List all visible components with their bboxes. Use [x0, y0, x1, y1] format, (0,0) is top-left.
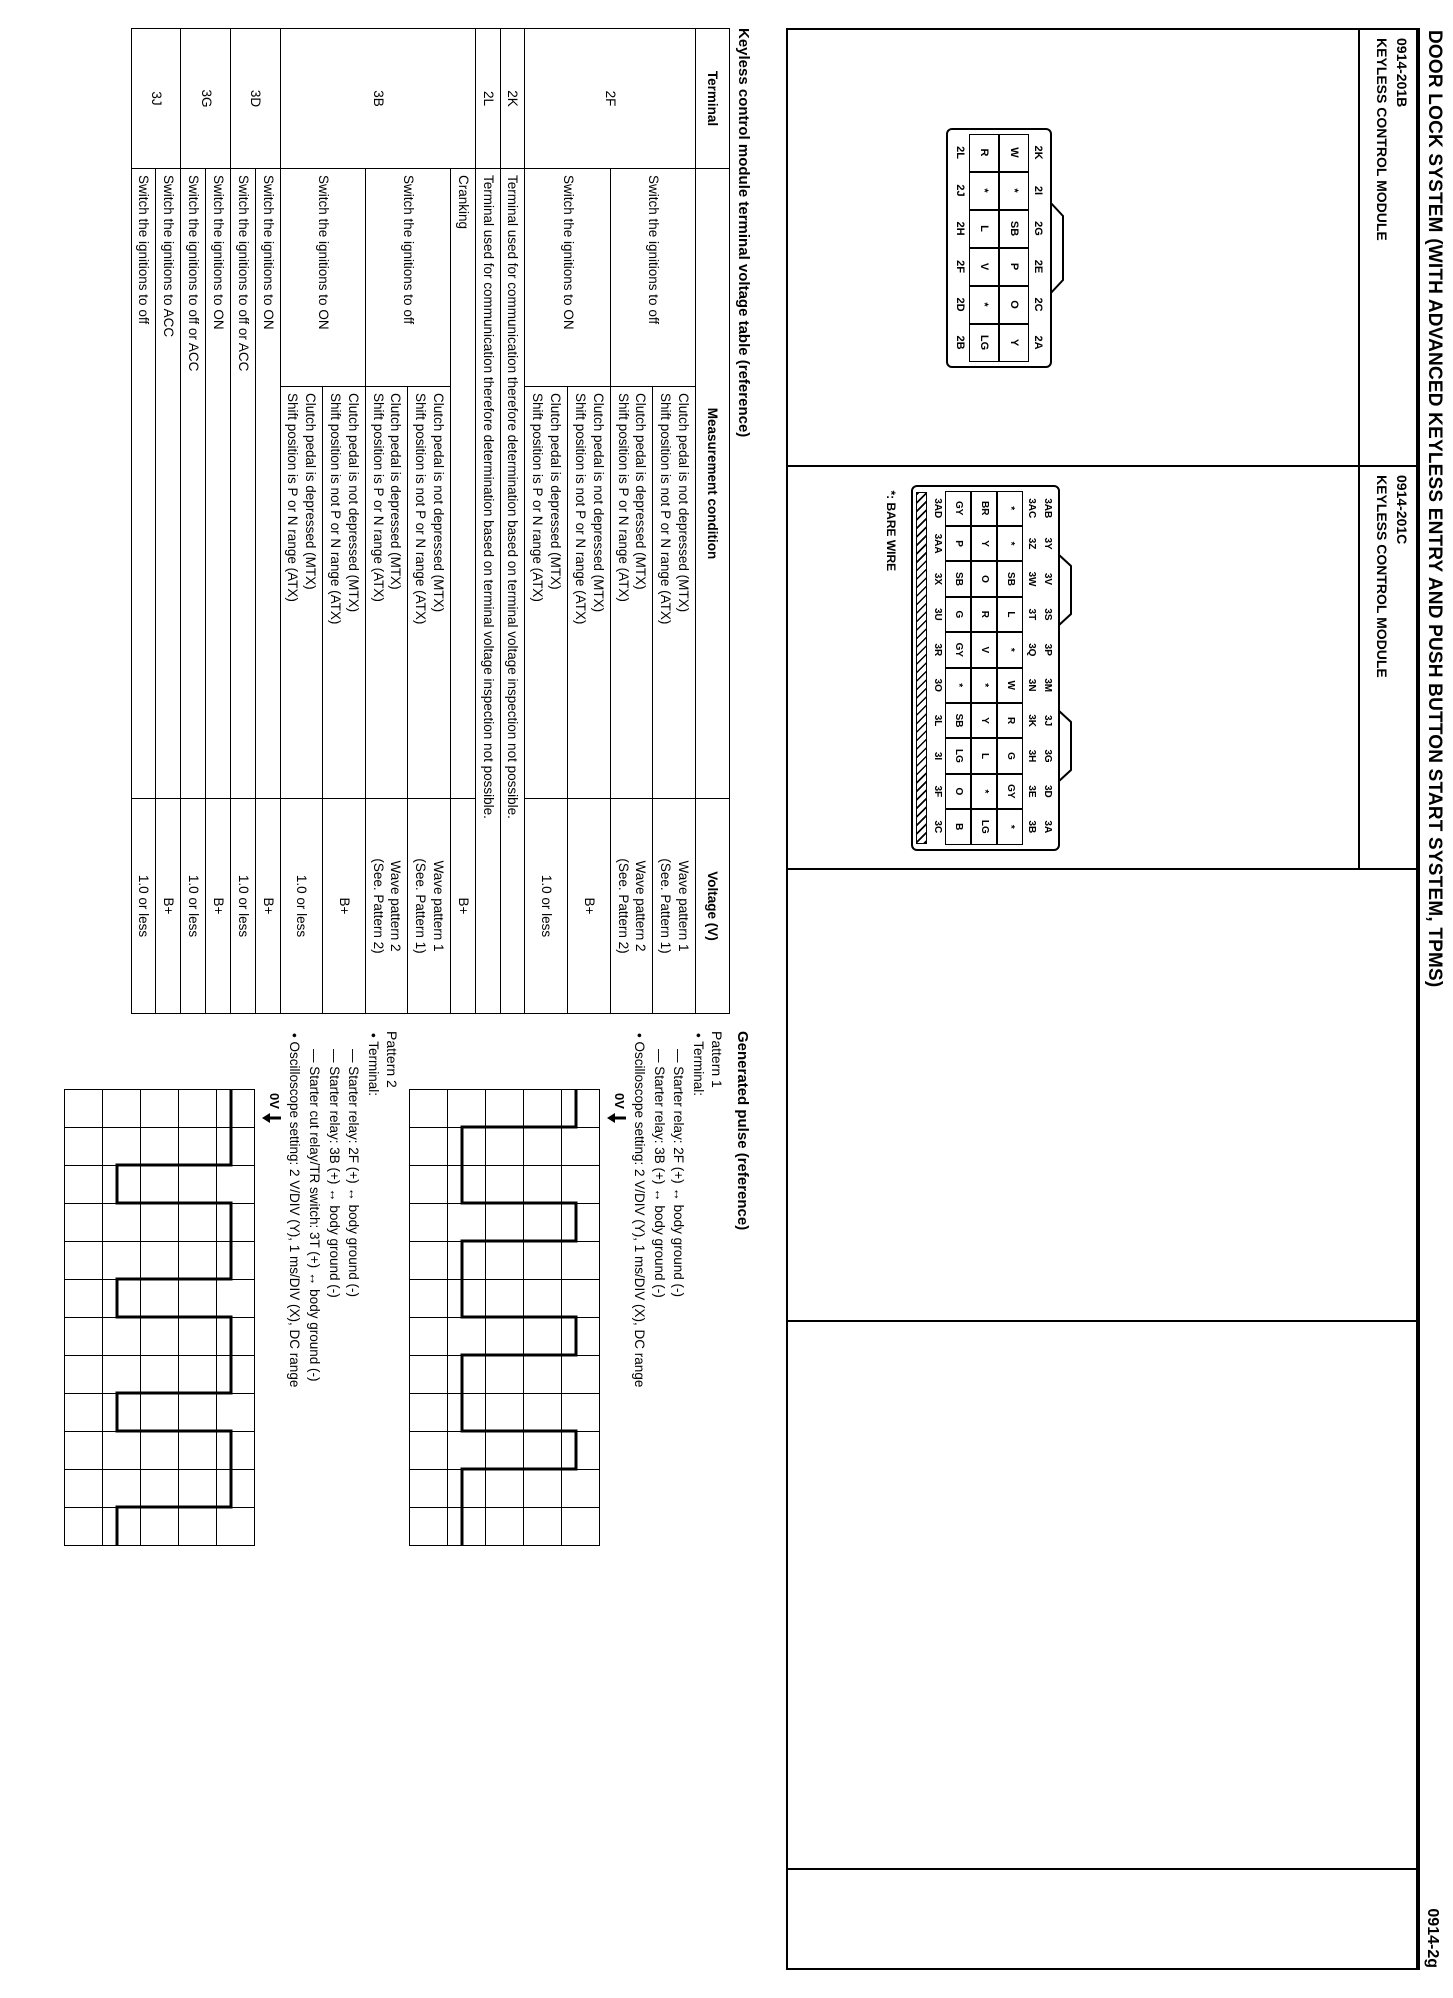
- pin-label: 3Y: [1042, 537, 1053, 550]
- table-row: [323, 29, 366, 1014]
- pin-label-row: [1039, 491, 1055, 845]
- pin-label: 3Z: [1026, 537, 1037, 550]
- voltage-cell: B+: [206, 799, 231, 1014]
- pin-cell: BR: [971, 491, 997, 526]
- pin-label: 3AC: [1026, 498, 1037, 519]
- pin-label: 3P: [1042, 643, 1053, 656]
- ignition-condition-cell: Switch the ignitions to ACC: [156, 169, 181, 799]
- pin-cell: *: [999, 172, 1029, 210]
- pin-cell: *: [997, 526, 1023, 561]
- ignition-condition-cell: Switch the ignitions to ON: [525, 169, 610, 387]
- empty-panel-1: [788, 870, 1416, 1322]
- pattern2-notes: [285, 1031, 383, 1970]
- pin-label: 3S: [1042, 608, 1053, 621]
- voltage-cell: 1.0 or less: [181, 799, 206, 1014]
- pin-cell: *: [971, 774, 997, 809]
- condition-line: Clutch pedal is depressed (MTX): [303, 393, 319, 590]
- table-row: [408, 29, 451, 1014]
- zero-volt-text: 0V: [266, 1093, 282, 1109]
- condition-line: Clutch pedal is not depressed (MTX): [345, 393, 361, 613]
- pin-label: 2B: [954, 335, 966, 350]
- pin-label: 2J: [954, 184, 966, 197]
- voltage-header: Voltage (V): [696, 799, 730, 1014]
- connector-201b-code: 0914-201B: [1394, 38, 1410, 108]
- pin-cell: V: [969, 248, 999, 286]
- ignition-condition-cell: Switch the ignitions to off: [365, 169, 450, 387]
- pin-cell: W: [999, 134, 1029, 172]
- voltage-cell: [610, 799, 653, 1014]
- pin-cell: G: [997, 738, 1023, 773]
- pattern1-label: Pattern 1: [709, 1031, 725, 1088]
- pin-cell: GY: [945, 632, 971, 667]
- terminal-cell: 2L: [475, 29, 500, 169]
- pin-label: 3M: [1042, 678, 1053, 693]
- pin-cell: *: [997, 491, 1023, 526]
- pin-label: 3J: [1042, 715, 1053, 727]
- pin-cell: P: [945, 526, 971, 561]
- detail-condition-cell: [653, 387, 696, 799]
- pin-label: 2I: [1032, 185, 1044, 196]
- pin-cell: *: [997, 809, 1023, 844]
- connector-201b-diagram: [946, 128, 1066, 368]
- detail-condition-cell: [408, 387, 451, 799]
- table-row: [230, 29, 255, 1014]
- connector-201c-diagram: [884, 485, 1074, 851]
- connector-201b-shell: [946, 128, 1052, 368]
- connector-key-icon: [1050, 200, 1066, 296]
- pin-cell: SB: [945, 561, 971, 596]
- condition-line: Clutch pedal is not depressed (MTX): [676, 393, 691, 613]
- pin-label: 3L: [932, 714, 943, 727]
- pin-cell: V: [971, 632, 997, 667]
- pin-label: 3E: [1026, 785, 1037, 798]
- condition-line: Shift position is P or N range (ATX): [530, 393, 546, 602]
- ignition-condition-cell: Switch the ignitions to off: [131, 169, 156, 799]
- voltage-line: (See. Pattern 2): [370, 858, 386, 954]
- condition-line: Clutch pedal is depressed (MTX): [548, 393, 564, 590]
- pin-cell: L: [997, 597, 1023, 632]
- pin-label: 3H: [1026, 749, 1037, 763]
- detail-condition-cell: [610, 387, 653, 799]
- voltage-line: Wave pattern 2: [388, 860, 404, 952]
- detail-condition-cell: [525, 387, 568, 799]
- pin-label: 2D: [954, 297, 966, 312]
- voltage-cell: 1.0 or less: [131, 799, 156, 1014]
- waveform-trace-1: [409, 1089, 600, 1546]
- pin-color-row: [997, 491, 1023, 845]
- pin-label: 3AD: [932, 498, 943, 519]
- zero-volt-arrow-icon: [262, 1112, 282, 1124]
- voltage-table-title: Keyless control module terminal voltage table (reference): [735, 28, 752, 438]
- zero-volt-label: [607, 1093, 627, 1124]
- pattern1-notes: [630, 1031, 708, 1970]
- pin-cell: *: [945, 668, 971, 703]
- terminal-cell: 3G: [181, 29, 231, 169]
- pin-label: 2G: [1032, 221, 1044, 236]
- voltage-cell: B+: [451, 799, 476, 1014]
- connector-201c-shell: [911, 485, 1060, 851]
- page-code: 0914-2g: [1424, 1908, 1441, 1968]
- waveform-trace-2: [64, 1089, 255, 1546]
- pin-cell: *: [997, 632, 1023, 667]
- pin-label: 2A: [1032, 335, 1044, 350]
- pattern-note-line: — Starter relay: 2F (+) ↔ body ground (-): [671, 1049, 687, 1297]
- pin-label: 2K: [1032, 145, 1044, 160]
- voltage-cell: B+: [568, 799, 611, 1014]
- condition-line: Shift position is not P or N range (ATX): [413, 393, 429, 625]
- communication-note-cell: Terminal used for communication therefore determination based on terminal voltage inspection not possible.: [500, 169, 525, 1014]
- pin-label: 3F: [932, 785, 943, 798]
- lower-section: [60, 28, 752, 1970]
- connector-201c-name: KEYLESS CONTROL MODULE: [1374, 475, 1391, 678]
- pin-label: 2E: [1032, 259, 1044, 274]
- detail-condition-cell: [568, 387, 611, 799]
- voltage-cell: 1.0 or less: [280, 799, 323, 1014]
- empty-panel-2: [788, 1322, 1416, 1870]
- pattern-note-line: • Terminal:: [365, 1033, 381, 1096]
- pin-label: 3I: [932, 751, 943, 761]
- pattern-note-line: — Starter relay: 2F (+) ↔ body ground (-): [346, 1049, 362, 1297]
- condition-line: Shift position is P or N range (ATX): [615, 393, 631, 602]
- condition-line: Shift position is not P or N range (ATX): [572, 393, 588, 625]
- table-row: [181, 29, 206, 1014]
- pin-label: 3R: [932, 643, 943, 657]
- connector-section: [786, 28, 1418, 1970]
- terminal-cell: 2F: [525, 29, 696, 169]
- pin-label: 3B: [1026, 820, 1037, 834]
- pin-cell: R: [969, 134, 999, 172]
- pin-cell: O: [945, 774, 971, 809]
- connector-201b-panel: [788, 30, 1416, 467]
- pin-cell: Y: [999, 324, 1029, 362]
- pin-cell: LG: [969, 324, 999, 362]
- pin-label: 3N: [1026, 678, 1037, 692]
- generated-pulse-title: Generated pulse (reference): [734, 1031, 751, 1231]
- pin-label: 3D: [1042, 784, 1053, 798]
- pin-label: 2F: [954, 260, 966, 273]
- terminal-cell: 3D: [230, 29, 280, 169]
- table-row: [206, 29, 231, 1014]
- pin-color-row: [969, 134, 999, 362]
- voltage-table: [131, 28, 730, 1014]
- connector-key-icon: [1058, 490, 1074, 846]
- connector-201b-header: [1358, 30, 1416, 465]
- voltage-line: (See. Pattern 1): [658, 858, 674, 954]
- page-header: [1420, 28, 1447, 1970]
- voltage-cell: B+: [156, 799, 181, 1014]
- pin-cell: G: [945, 597, 971, 632]
- condition-line: Shift position is not P or N range (ATX): [658, 393, 674, 625]
- condition-line: Clutch pedal is not depressed (MTX): [590, 393, 606, 613]
- pin-cell: Y: [971, 526, 997, 561]
- pin-cell: R: [997, 703, 1023, 738]
- pin-cell: SB: [997, 561, 1023, 596]
- connector-201b-name: KEYLESS CONTROL MODULE: [1374, 38, 1391, 241]
- terminal-header: Terminal: [696, 29, 730, 169]
- pin-label: 3T: [1026, 608, 1037, 621]
- pin-label: 3X: [932, 572, 943, 586]
- detail-condition-cell: [280, 387, 323, 799]
- pin-cell: R: [971, 597, 997, 632]
- pin-cell: *: [971, 668, 997, 703]
- voltage-cell: B+: [323, 799, 366, 1014]
- pin-label: 3O: [932, 678, 943, 692]
- ignition-condition-cell: Switch the ignitions to ON: [255, 169, 280, 799]
- pin-label: 3W: [1026, 571, 1037, 587]
- pin-cell: LG: [971, 809, 997, 844]
- connector-hatch-strip: [916, 492, 927, 844]
- condition-line: Clutch pedal is not depressed (MTX): [431, 393, 447, 613]
- terminal-cell: 2K: [500, 29, 525, 169]
- pattern-note-line: • Oscilloscope setting: 2 V/DIV (Y), 1 ms/DIV (X), DC range: [287, 1033, 303, 1388]
- condition-line: Shift position is P or N range (ATX): [370, 393, 386, 602]
- pin-label: 3V: [1042, 572, 1053, 586]
- pin-cell: L: [971, 738, 997, 773]
- voltage-cell: 1.0 or less: [230, 799, 255, 1014]
- pin-cell: SB: [999, 210, 1029, 248]
- voltage-line: Wave pattern 2: [633, 860, 649, 952]
- pin-label: 3A: [1042, 820, 1053, 834]
- pin-cell: *: [969, 172, 999, 210]
- condition-header: Measurement condition: [696, 169, 730, 799]
- zero-volt-text: 0V: [611, 1093, 627, 1109]
- connector-201c-panel: [788, 467, 1416, 870]
- pattern1-oscillogram: [409, 1089, 627, 1547]
- detail-condition-cell: [323, 387, 366, 799]
- pin-label: 3Q: [1026, 643, 1037, 657]
- pin-cell: SB: [945, 703, 971, 738]
- ignition-condition-cell: Cranking: [451, 169, 476, 799]
- condition-line: Shift position is not P or N range (ATX): [328, 393, 343, 625]
- pin-label: 2C: [1032, 297, 1044, 312]
- voltage-line: Wave pattern 1: [431, 860, 447, 952]
- voltage-cell: 1.0 or less: [525, 799, 568, 1014]
- pattern-note-line: — Starter cut relay/TR switch: 3T (+) ↔ body ground (-): [307, 1049, 323, 1382]
- pin-label: 2L: [954, 146, 966, 159]
- pin-cell: O: [999, 286, 1029, 324]
- pin-label: 3K: [1026, 714, 1037, 727]
- condition-line: Shift position is P or N range (ATX): [285, 393, 301, 602]
- pin-cell: W: [997, 668, 1023, 703]
- voltage-table-section: [60, 28, 752, 1013]
- pin-cell: O: [971, 561, 997, 596]
- pattern-note-line: • Oscilloscope setting: 2 V/DIV (Y), 1 ms/DIV (X), DC range: [632, 1033, 648, 1388]
- pin-label: 3G: [1042, 749, 1053, 763]
- pin-cell: GY: [945, 491, 971, 526]
- header-rule: [1418, 28, 1420, 1970]
- pin-label-row: [1029, 134, 1047, 362]
- voltage-cell: [365, 799, 408, 1014]
- ignition-condition-cell: Switch the ignitions to off: [610, 169, 695, 387]
- pin-label: 3C: [932, 820, 943, 834]
- pin-cell: L: [969, 210, 999, 248]
- pin-cell: GY: [997, 774, 1023, 809]
- pattern-note-line: • Terminal:: [691, 1033, 706, 1096]
- voltage-cell: [408, 799, 451, 1014]
- pin-cell: P: [999, 248, 1029, 286]
- table-row: [653, 29, 696, 1014]
- pin-label: 2H: [954, 221, 966, 236]
- ignition-condition-cell: Switch the ignitions to off or ACC: [181, 169, 206, 799]
- pin-color-row: [945, 491, 971, 845]
- detail-condition-cell: [365, 387, 408, 799]
- condition-line: Clutch pedal is depressed (MTX): [388, 393, 404, 590]
- table-row: [156, 29, 181, 1014]
- empty-panel-3: [788, 1870, 1416, 1968]
- pin-cell: Y: [971, 703, 997, 738]
- ignition-condition-cell: Switch the ignitions to ON: [206, 169, 231, 799]
- ignition-condition-cell: Switch the ignitions to off or ACC: [230, 169, 255, 799]
- pattern2-label: Pattern 2: [383, 1031, 400, 1088]
- pin-label: 3U: [932, 607, 943, 621]
- zero-volt-label: [262, 1093, 282, 1124]
- communication-note-cell: Terminal used for communication therefore determination based on terminal voltage inspection not possible.: [475, 169, 500, 1014]
- voltage-cell: [653, 799, 696, 1014]
- bare-wire-note: *: BARE WIRE: [884, 490, 898, 572]
- pin-color-row: [999, 134, 1029, 362]
- pattern-note-line: — Starter relay: 3B (+) ↔ body ground (-): [326, 1049, 342, 1298]
- pin-color-row: [971, 491, 997, 845]
- table-row: [475, 29, 500, 1014]
- generated-pulse-section: [60, 1031, 752, 1970]
- connector-201c-header: [1358, 467, 1416, 868]
- pin-label-row: [929, 491, 945, 845]
- terminal-cell: 3B: [280, 29, 475, 169]
- ignition-condition-cell: Switch the ignitions to ON: [280, 169, 365, 387]
- table-row: [451, 29, 476, 1014]
- pattern2-oscillogram: [64, 1089, 282, 1547]
- pin-label-row: [951, 134, 969, 362]
- table-row: [500, 29, 525, 1014]
- connector-201c-code: 0914-201C: [1394, 475, 1410, 545]
- table-row: [131, 29, 156, 1014]
- pin-label: 3AB: [1042, 498, 1053, 519]
- voltage-line: (See. Pattern 2): [615, 858, 631, 954]
- voltage-line: (See. Pattern 1): [413, 858, 429, 954]
- voltage-line: Wave pattern 1: [676, 860, 691, 952]
- table-row: [255, 29, 280, 1014]
- table-row: [568, 29, 611, 1014]
- condition-line: Clutch pedal is depressed (MTX): [633, 393, 649, 590]
- pattern-note-line: — Starter relay: 3B (+) ↔ body ground (-): [651, 1049, 667, 1298]
- pin-cell: *: [969, 286, 999, 324]
- pin-cell: B: [945, 809, 971, 844]
- terminal-cell: 3J: [131, 29, 181, 169]
- page-title: DOOR LOCK SYSTEM (WITH ADVANCED KEYLESS ENTRY AND PUSH BUTTON START SYSTEM, TPMS): [1424, 30, 1445, 988]
- voltage-cell: B+: [255, 799, 280, 1014]
- pin-cell: LG: [945, 738, 971, 773]
- pin-label-row: [1023, 491, 1039, 845]
- pin-label: 3AA: [932, 533, 943, 554]
- table-header-row: [696, 29, 730, 1014]
- zero-volt-arrow-icon: [607, 1112, 627, 1124]
